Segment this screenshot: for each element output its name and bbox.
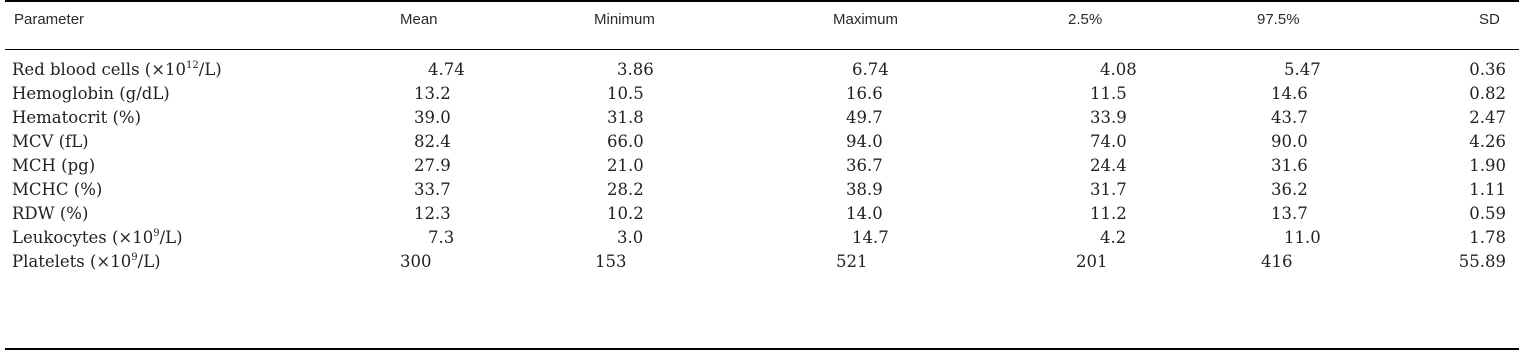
percentile-2-5-cell: 11.2	[1090, 204, 1127, 223]
minimum-cell: 21.0	[607, 156, 644, 175]
maximum-cell: 38.9	[846, 180, 883, 199]
table-row	[0, 108, 1525, 133]
minimum-cell: 10.2	[607, 204, 644, 223]
header-maximum: Maximum	[833, 11, 899, 28]
header-97-5-percent: 97.5%	[1257, 11, 1300, 28]
minimum-cell: 31.8	[607, 108, 644, 127]
parameter-label: Hematocrit (%)	[12, 108, 142, 127]
percentile-2-5-cell: 31.7	[1090, 180, 1127, 199]
parameter-label: RDW (%)	[12, 204, 89, 223]
header-2-5-percent: 2.5%	[1068, 11, 1103, 28]
parameter-unit-suffix: /L)	[159, 228, 183, 247]
sd-cell: 1.90	[1469, 156, 1506, 175]
mean-cell: 33.7	[414, 180, 451, 199]
parameter-cell	[12, 180, 102, 199]
table-header-rule	[5, 49, 1519, 50]
mean-cell: 27.9	[414, 156, 451, 175]
minimum-cell: 153	[595, 252, 627, 271]
table-row	[0, 180, 1525, 205]
percentile-97-5-cell: 36.2	[1271, 180, 1308, 199]
percentile-97-5-cell: 416	[1261, 252, 1293, 271]
header-sd: SD	[1479, 11, 1500, 28]
percentile-2-5-cell: 4.2	[1100, 228, 1127, 247]
minimum-cell: 10.5	[607, 84, 644, 103]
maximum-cell: 49.7	[846, 108, 883, 127]
maximum-cell: 521	[836, 252, 868, 271]
parameter-cell	[12, 252, 161, 271]
minimum-cell: 66.0	[607, 132, 644, 151]
parameter-label: MCV (fL)	[12, 132, 89, 151]
header-minimum: Minimum	[594, 11, 655, 28]
minimum-cell: 3.86	[617, 60, 654, 79]
parameter-exponent: 9	[153, 228, 160, 239]
parameter-cell	[12, 228, 183, 247]
parameter-cell	[12, 108, 141, 127]
parameter-cell	[12, 204, 88, 223]
maximum-cell: 36.7	[846, 156, 883, 175]
table-row	[0, 156, 1525, 181]
sd-cell: 1.78	[1469, 228, 1506, 247]
percentile-2-5-cell: 11.5	[1090, 84, 1127, 103]
parameter-unit-suffix: /L)	[198, 60, 222, 79]
minimum-cell: 3.0	[617, 228, 644, 247]
table-row	[0, 132, 1525, 157]
maximum-cell: 14.7	[852, 228, 889, 247]
header-mean: Mean	[400, 11, 438, 28]
parameter-label: MCH (pg)	[12, 156, 96, 175]
sd-cell: 0.36	[1469, 60, 1506, 79]
percentile-97-5-cell: 5.47	[1284, 60, 1321, 79]
mean-cell: 7.3	[428, 228, 455, 247]
maximum-cell: 6.74	[852, 60, 889, 79]
percentile-2-5-cell: 33.9	[1090, 108, 1127, 127]
parameter-label: Platelets (×10	[12, 252, 132, 271]
table-top-rule	[5, 0, 1519, 2]
minimum-cell: 28.2	[607, 180, 644, 199]
parameter-cell	[12, 60, 222, 79]
percentile-97-5-cell: 90.0	[1271, 132, 1308, 151]
mean-cell: 4.74	[428, 60, 465, 79]
parameter-cell	[12, 156, 95, 175]
parameter-label: Leukocytes (×10	[12, 228, 154, 247]
parameter-exponent: 12	[186, 60, 199, 71]
sd-cell: 1.11	[1469, 180, 1506, 199]
mean-cell: 39.0	[414, 108, 451, 127]
parameter-cell	[12, 84, 170, 103]
percentile-2-5-cell: 74.0	[1090, 132, 1127, 151]
table-row	[0, 60, 1525, 85]
table-row	[0, 228, 1525, 253]
sd-cell: 0.82	[1469, 84, 1506, 103]
mean-cell: 300	[400, 252, 432, 271]
sd-cell: 55.89	[1458, 252, 1506, 271]
sd-cell: 4.26	[1469, 132, 1506, 151]
percentile-97-5-cell: 13.7	[1271, 204, 1308, 223]
parameter-label: MCHC (%)	[12, 180, 103, 199]
percentile-2-5-cell: 201	[1076, 252, 1108, 271]
mean-cell: 12.3	[414, 204, 451, 223]
parameter-label: Red blood cells (×10	[12, 60, 187, 79]
table-row	[0, 204, 1525, 229]
parameter-cell	[12, 132, 89, 151]
percentile-97-5-cell: 11.0	[1284, 228, 1321, 247]
header-parameter: Parameter	[14, 11, 85, 28]
parameter-label: Hemoglobin (g/dL)	[12, 84, 170, 103]
mean-cell: 82.4	[414, 132, 451, 151]
maximum-cell: 16.6	[846, 84, 883, 103]
table-row	[0, 252, 1525, 277]
percentile-97-5-cell: 14.6	[1271, 84, 1308, 103]
parameter-unit-suffix: /L)	[137, 252, 161, 271]
percentile-97-5-cell: 31.6	[1271, 156, 1308, 175]
sd-cell: 2.47	[1469, 108, 1506, 127]
sd-cell: 0.59	[1469, 204, 1506, 223]
table-row	[0, 84, 1525, 109]
percentile-2-5-cell: 4.08	[1100, 60, 1137, 79]
percentile-2-5-cell: 24.4	[1090, 156, 1127, 175]
percentile-97-5-cell: 43.7	[1271, 108, 1308, 127]
mean-cell: 13.2	[414, 84, 451, 103]
parameter-exponent: 9	[131, 252, 138, 263]
table-bottom-rule	[5, 348, 1519, 350]
maximum-cell: 14.0	[846, 204, 883, 223]
maximum-cell: 94.0	[846, 132, 883, 151]
